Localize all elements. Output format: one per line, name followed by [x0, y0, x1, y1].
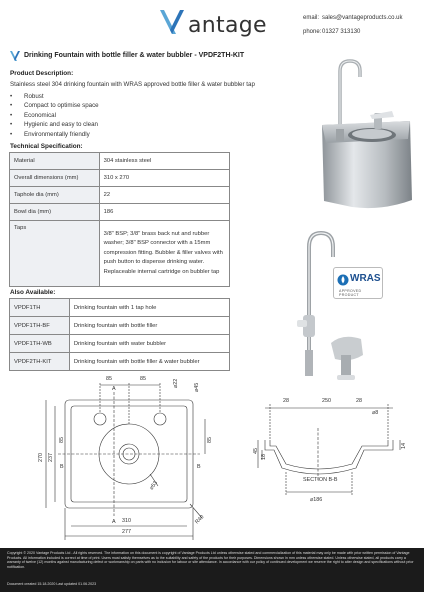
dim-53-dia: ⌀53	[148, 480, 159, 492]
spec-table	[9, 152, 230, 287]
email-label: email:	[303, 15, 320, 21]
spec-value: 310 x 270	[99, 170, 229, 187]
dim-28-left: 28	[283, 398, 289, 404]
logo-text: antage	[188, 13, 267, 38]
section-b-label-right: B	[197, 464, 201, 470]
dim-277: 277	[122, 529, 131, 535]
dim-85-vertical-left: 85	[59, 437, 65, 443]
spec-heading: Technical Specification:	[10, 143, 83, 150]
feature-list	[10, 92, 99, 139]
variant-code: VPDF1TH-WB	[10, 335, 70, 353]
email-value[interactable]: sales@vantageproducts.co.uk	[322, 15, 403, 21]
footer-document-date: Document created 15.18.2020 Last updated 01.06.2023	[7, 582, 97, 587]
dim-r40: R40	[194, 514, 206, 526]
section-a-label-top: A	[112, 386, 116, 392]
table-row	[10, 187, 230, 204]
table-row	[10, 221, 230, 287]
availability-table	[9, 298, 230, 371]
list-item: • Hygienic and easy to clean	[10, 120, 99, 129]
variant-code: VPDF1TH	[10, 299, 70, 317]
vantage-logo	[158, 8, 278, 38]
dim-250: 250	[322, 398, 331, 404]
spec-key: Material	[10, 153, 100, 170]
title-row	[9, 50, 309, 62]
dim-8-dia: ⌀8	[372, 410, 379, 416]
description-heading: Product Description:	[10, 70, 74, 77]
logo-v-mark	[158, 8, 188, 36]
phone-value[interactable]: 01327 313130	[322, 29, 361, 35]
spec-key: Bowl dia (mm)	[10, 204, 100, 221]
variant-code: VPDF1TH-BF	[10, 317, 70, 335]
list-item: • Economical	[10, 111, 99, 120]
section-profile	[265, 440, 393, 474]
dim-14: 14	[401, 443, 407, 449]
phone-label: phone:	[303, 29, 322, 35]
variant-code: VPDF2TH-KIT	[10, 353, 70, 371]
spec-value: 304 stainless steel	[99, 153, 229, 170]
table-row	[10, 299, 230, 317]
dim-18: 18	[261, 454, 267, 460]
title-v-icon	[9, 50, 21, 62]
dim-270: 270	[38, 453, 44, 462]
list-item: • Environmentally friendly	[10, 130, 99, 139]
spec-value: 186	[99, 204, 229, 221]
table-row	[10, 317, 230, 335]
footer	[0, 548, 424, 592]
variant-description: Drinking fountain with water bubbler	[69, 335, 229, 353]
dim-85-left: 85	[106, 376, 112, 382]
page-title: Drinking Fountain with bottle filler & water bubbler - VPDF2TH-KIT	[24, 52, 245, 59]
variant-description: Drinking fountain with bottle filler	[69, 317, 229, 335]
wras-sub-label: APPROVED PRODUCT	[339, 289, 362, 297]
dim-45-dia: ⌀45	[194, 382, 200, 392]
section-a-label-bottom: A	[112, 519, 116, 525]
spec-key: Overall dimensions (mm)	[10, 170, 100, 187]
variant-description: Drinking fountain with bottle filler & water bubbler	[69, 353, 229, 371]
dim-22-dia: ⌀22	[173, 378, 179, 388]
dim-186-dia: ⌀186	[310, 497, 323, 503]
section-b-label-left: B	[60, 464, 64, 470]
description-text: Stainless steel 304 drinking fountain with WRAS approved bottle filler & water bubbler tap	[10, 81, 255, 88]
spec-value: 3/8" BSP; 3/8" brass back nut and rubber washer; 3/8" BSP connector with a 15mm compression fitting. Bubbler & filler valves with push button to dispense drinking water. Replaceable internal cartridge on bubbler tap	[99, 221, 229, 287]
spec-value: 22	[99, 187, 229, 204]
dim-85-vertical-right: 85	[207, 437, 213, 443]
fountain-product-image	[312, 55, 420, 215]
contact-email[interactable]	[303, 15, 402, 21]
dim-45-height: 45	[253, 448, 259, 454]
spec-key: Taps	[10, 221, 100, 287]
table-row	[10, 204, 230, 221]
wras-drop-icon	[337, 274, 349, 286]
technical-drawing	[0, 368, 424, 546]
dim-28-right: 28	[356, 398, 362, 404]
list-item: • Robust	[10, 92, 99, 101]
footer-copyright: Copyright © 2020 Vantage Products Ltd - All rights reserved. The information on this document is copyright of Vantage Products Ltd unless otherwise stated and commercialization of this material may only be made with prior written permission of Vantage Products. All information included is correct at time of print. Users must satisfy themselves as to the suitability and safety of the products for their purposes. Dimensions shown in mm unless otherwise stated. Unless otherwise stated, all products carry a warranty of twelve (12) months against manufacturing defect or workmanship on parts with no inclusion for labour or site attendance. In accordance with our policy of continued development we reserve the right to alter design and specifications without prior notification.	[7, 551, 414, 569]
dim-310: 310	[122, 518, 131, 524]
table-row	[10, 335, 230, 353]
list-item: • Compact to optimise space	[10, 101, 99, 110]
wras-label: WRAS	[350, 273, 381, 284]
wras-badge	[333, 267, 383, 299]
dim-85-right: 85	[140, 376, 146, 382]
table-row	[10, 153, 230, 170]
table-row	[10, 170, 230, 187]
dim-237: 237	[48, 453, 54, 462]
section-title: SECTION B-B	[303, 477, 338, 483]
contact-phone[interactable]	[303, 29, 360, 35]
spec-key: Taphole dia (mm)	[10, 187, 100, 204]
variant-description: Drinking fountain with 1 tap hole	[69, 299, 229, 317]
availability-heading: Also Available:	[10, 289, 56, 296]
